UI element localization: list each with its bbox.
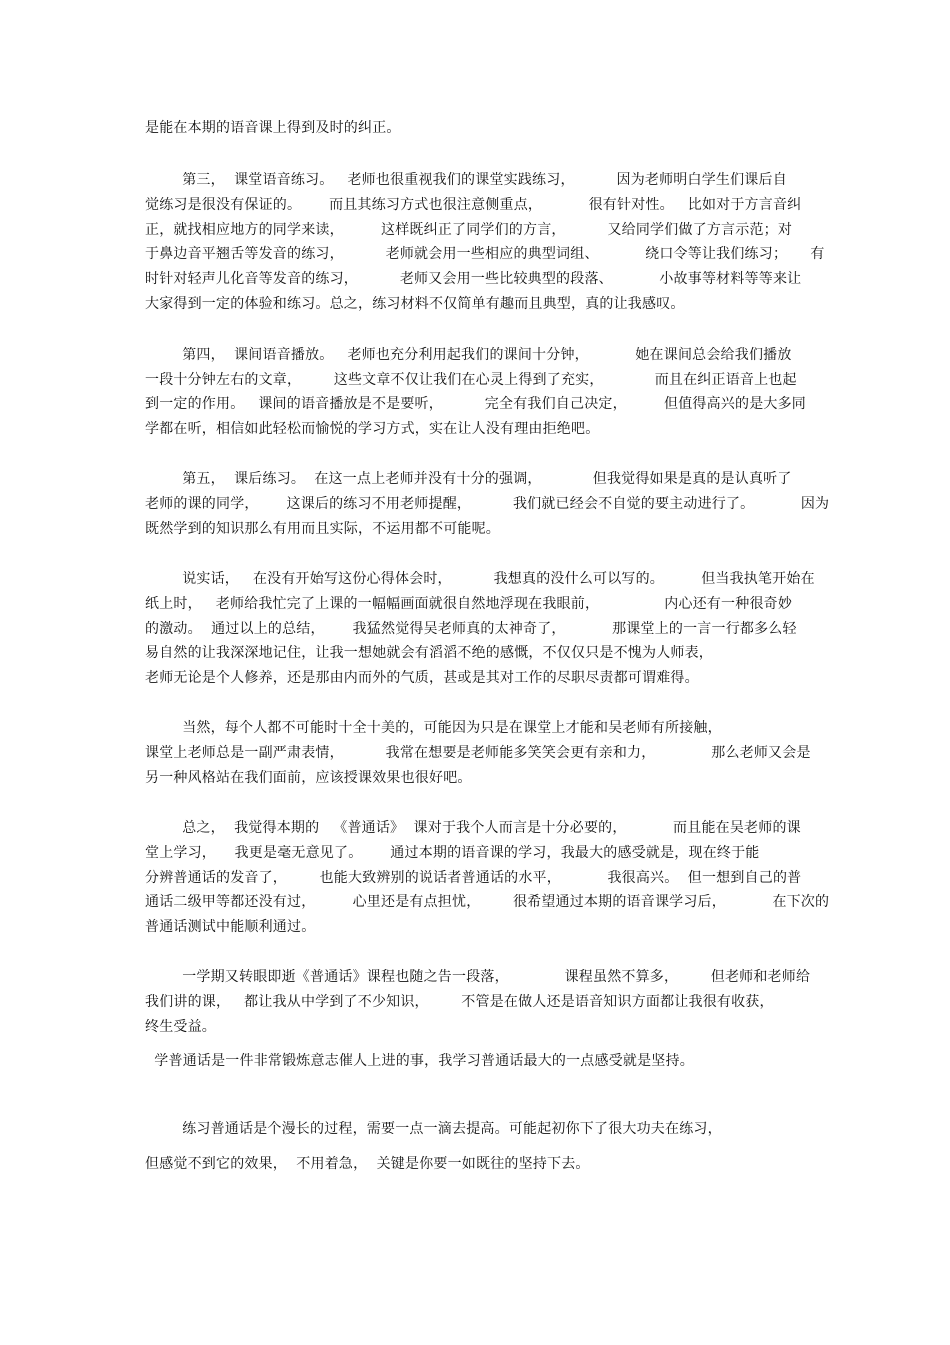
text-line: 第四， 课间语音播放。 老师也充分利用起我们的课间十分钟， 她在课间总会给我们播放 xyxy=(145,347,792,363)
text-line: 老师的课的同学， 这课后的练习不用老师提醒， 我们就已经会不自觉的要主动进行了。 因为 xyxy=(145,496,830,512)
text-line: 老师无论是个人修养，还是那由内而外的气质，甚或是其对工作的尽职尽责都可谓难得。 xyxy=(145,670,699,686)
text-line: 正，就找相应地方的同学来读， 这样既纠正了同学们的方言， 又给同学们做了方言示范；对 xyxy=(145,222,793,238)
text-line: 说实话， 在没有开始写这份心得体会时， 我想真的没什么可以写的。 但当我执笔开始在 xyxy=(145,571,815,587)
text-line: 纸上时， 老师给我忙完了上课的一幅幅画面就很自然地浮现在我眼前， 内心还有一种很奇妙 xyxy=(145,596,793,612)
text-line: 通话二级甲等都还没有过， 心里还是有点担忧， 很希望通过本期的语音课学习后， 在下次的 xyxy=(145,894,830,910)
text-line: 觉练习是很没有保证的。 而且其练习方式也很注意侧重点， 很有针对性。 比如对于方言音纠 xyxy=(145,197,802,213)
text-line: 时针对轻声儿化音等发音的练习， 老师又会用一些比较典型的段落、 小故事等材料等等来让 xyxy=(145,271,802,287)
text-line: 易自然的让我深深地记住，让我一想她就会有滔滔不绝的感慨，不仅仅只是不愧为人师表， xyxy=(145,645,713,661)
text-line: 第三， 课堂语音练习。 老师也很重视我们的课堂实践练习， 因为老师明白学生们课后自 xyxy=(145,172,787,188)
text-line: 普通话测试中能顺利通过。 xyxy=(145,919,316,935)
text-line: 学普通话是一件非常锻炼意志催人上进的事，我学习普通话最大的一点感受就是坚持。 xyxy=(145,1053,694,1069)
text-line: 既然学到的知识那么有用而且实际，不运用都不可能呢。 xyxy=(145,521,500,537)
text-line: 练习普通话是个漫长的过程，需要一点一滴去提高。可能起初你下了很大功夫在练习， xyxy=(145,1121,722,1137)
text-line: 一学期又转眼即逝《普通话》课程也随之告一段落， 课程虽然不算多， 但老师和老师给 xyxy=(145,969,811,985)
text-line: 第五， 课后练习。 在这一点上老师并没有十分的强调， 但我觉得如果是真的是认真听了 xyxy=(145,471,792,487)
text-line: 堂上学习， 我更是毫无意见了。 通过本期的语音课的学习，我最大的感受就是，现在终于能 xyxy=(145,845,760,861)
text-line: 另一种风格站在我们面前，应该授课效果也很好吧。 xyxy=(145,770,472,786)
text-line: 我们讲的课， 都让我从中学到了不少知识， 不管是在做人还是语音知识方面都让我很有收获， xyxy=(145,994,774,1010)
text-line: 于鼻边音平翘舌等发音的练习， 老师就会用一些相应的典型词组、 绕口令等让我们练习； 有 xyxy=(145,246,825,262)
text-line: 大家得到一定的体验和练习。总之，练习材料不仅简单有趣而且典型，真的让我感叹。 xyxy=(145,296,685,312)
text-line: 学都在听，相信如此轻松而愉悦的学习方式，实在让人没有理由拒绝吧。 xyxy=(145,421,600,437)
text-line: 课堂上老师总是一副严肃表情， 我常在想要是老师能多笑笑会更有亲和力， 那么老师又会是 xyxy=(145,745,811,761)
text-line: 一段十分钟左右的文章， 这些文章不仅让我们在心灵上得到了充实， 而且在纠正语音上也起 xyxy=(145,372,797,388)
text-line: 到一定的作用。 课间的语音播放是不是要听， 完全有我们自己决定， 但值得高兴的是大多同 xyxy=(145,396,807,412)
text-line: 分辨普通话的发音了， 也能大致辨别的说话者普通话的水平， 我很高兴。 但一想到自己的普 xyxy=(145,870,802,886)
text-line: 当然，每个人都不可能时十全十美的，可能因为只是在课堂上才能和吴老师有所接触， xyxy=(145,720,722,736)
text-line: 总之， 我觉得本期的 《普通话》 课对于我个人而言是十分必要的， 而且能在吴老师的课 xyxy=(145,820,801,836)
text-line: 终生受益。 xyxy=(145,1019,216,1035)
text-line: 但感觉不到它的效果， 不用着急， 关键是你要一如既往的坚持下去。 xyxy=(145,1156,590,1172)
text-line: 的激动。 通过以上的总结， 我猛然觉得吴老师真的太神奇了， 那课堂上的一言一行都多么轻 xyxy=(145,621,797,637)
text-line: 是能在本期的语音课上得到及时的纠正。 xyxy=(145,120,401,136)
